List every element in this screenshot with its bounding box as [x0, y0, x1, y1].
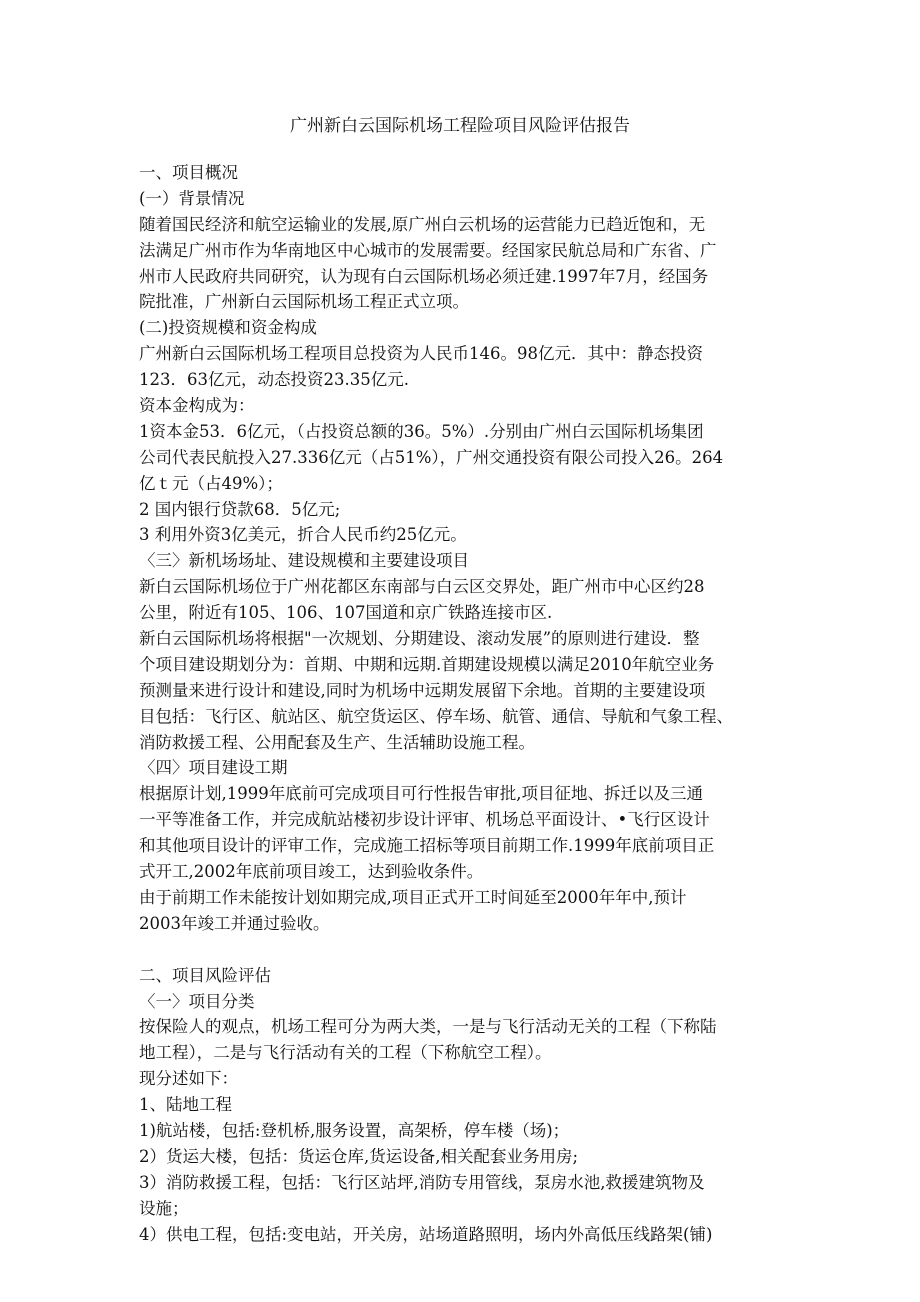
paragraph-line: 式开工,2002年底前项目竣工，达到验收条件。 [139, 862, 484, 882]
paragraph-line: 预测量来进行设计和建设,同时为机场中远期发展留下余地。首期的主要建设项 [139, 680, 706, 700]
paragraph-line: 3 利用外资3亿美元，折合人民币约25亿元。 [139, 525, 467, 545]
paragraph-line: 新白云国际机场将根据"一次规划、分期建设、滚动发展”的原则进行建设．整 [139, 629, 700, 649]
subsection-heading: (二)投资规模和资金构成 [139, 318, 317, 338]
subsection-heading: 〈三〉新机场场址、建设规模和主要建设项目 [139, 551, 469, 571]
subsection-heading: (一）背景情况 [139, 188, 245, 208]
document-title: 广州新白云国际机场工程险项目风险评估报告 [290, 116, 630, 136]
list-heading: 1、陆地工程 [139, 1095, 232, 1115]
paragraph-line: 1资本金53．6亿元，（占投资总额的36。5%）.分别由广州白云国际机场集团 [139, 421, 704, 441]
paragraph-line: 资本金构成为： [139, 396, 255, 416]
paragraph-line: 目包括：飞行区、航站区、航空货运区、停车场、航管、通信、导航和气象工程、 [139, 706, 733, 726]
list-item: 3）消防救援工程，包括：飞行区站坪,消防专用管线，泵房水池,救援建筑物及 [139, 1172, 705, 1192]
list-item: 2）货运大楼，包括：货运仓库,货运设备,相关配套业务用房; [139, 1146, 579, 1166]
paragraph-line: 2 国内银行贷款68．5亿元; [139, 499, 341, 519]
document-body [139, 160, 789, 1247]
subsection-heading: 〈四〉项目建设工期 [139, 758, 288, 778]
paragraph-line: 现分述如下： [139, 1069, 238, 1089]
subsection-heading: 〈一〉项目分类 [139, 991, 255, 1011]
paragraph-line: 消防救援工程、公用配套及生产、生活辅助设施工程。 [139, 732, 535, 752]
list-item: 4）供电工程，包括:变电站，开关房，站场道路照明，场内外高低压线路架(铺) [139, 1224, 713, 1244]
paragraph-line: 2003年竣工并通过验收。 [139, 913, 330, 933]
paragraph-line: 由于前期工作未能按计划如期完成,项目正式开工时间延至2000年年中,预计 [139, 887, 687, 907]
paragraph-line: 和其他项目设计的评审工作，完成施工招标等项目前期工作.1999年底前项目正 [139, 836, 715, 856]
paragraph-line: 广州新白云国际机场工程项目总投资为人民币146。98亿元．其中：静态投资 [139, 344, 703, 364]
paragraph-line: 一平等准备工作，并完成航站楼初步设计评审、机场总平面设计、•飞行区设计 [139, 810, 710, 830]
paragraph-line: 123．63亿元，动态投资23.35亿元. [139, 370, 409, 390]
list-item: 设施； [139, 1198, 189, 1218]
list-item: 1)航站楼，包括:登机桥,服务设置，高架桥，停车楼（场)； [139, 1120, 570, 1140]
paragraph-line: 公司代表民航投入27.336亿元（占51%），广州交通投资有限公司投入26。264 [139, 447, 724, 467]
section-heading: 二、项目风险评估 [139, 965, 271, 985]
paragraph-line: 亿ｔ元（占49%）； [139, 473, 283, 493]
paragraph-line: 随着国民经济和航空运输业的发展,原广州白云机场的运营能力已趋近饱和，无 [139, 214, 706, 234]
section-heading: 一、项目概况 [139, 163, 238, 182]
paragraph-line: 个项目建设期划分为：首期、中期和远期.首期建设规模以满足2010年航空业务 [139, 654, 715, 674]
paragraph-line: 按保险人的观点，机场工程可分为两大类，一是与飞行活动无关的工程（下称陆 [139, 1017, 717, 1037]
paragraph-line: 州市人民政府共同研究，认为现有白云国际机场必须迁建.1997年7月，经国务 [139, 266, 709, 286]
paragraph-line: 根据原计划,1999年底前可完成项目可行性报告审批,项目征地、拆迁以及三通 [139, 784, 703, 804]
paragraph-line: 院批准，广州新白云国际机场工程正式立项。 [139, 292, 469, 312]
blank-line [139, 937, 789, 963]
paragraph-line: 地工程），二是与飞行活动有关的工程（下称航空工程）。 [139, 1043, 552, 1063]
paragraph-line: 新白云国际机场位于广州花都区东南部与白云区交界处，距广州市中心区约28 [139, 577, 705, 597]
paragraph-line: 公里，附近有105、106、107国道和京广铁路连接市区. [139, 603, 553, 623]
paragraph-line: 法满足广州市作为华南地区中心城市的发展需要。经国家民航总局和广东省、广 [139, 240, 717, 260]
